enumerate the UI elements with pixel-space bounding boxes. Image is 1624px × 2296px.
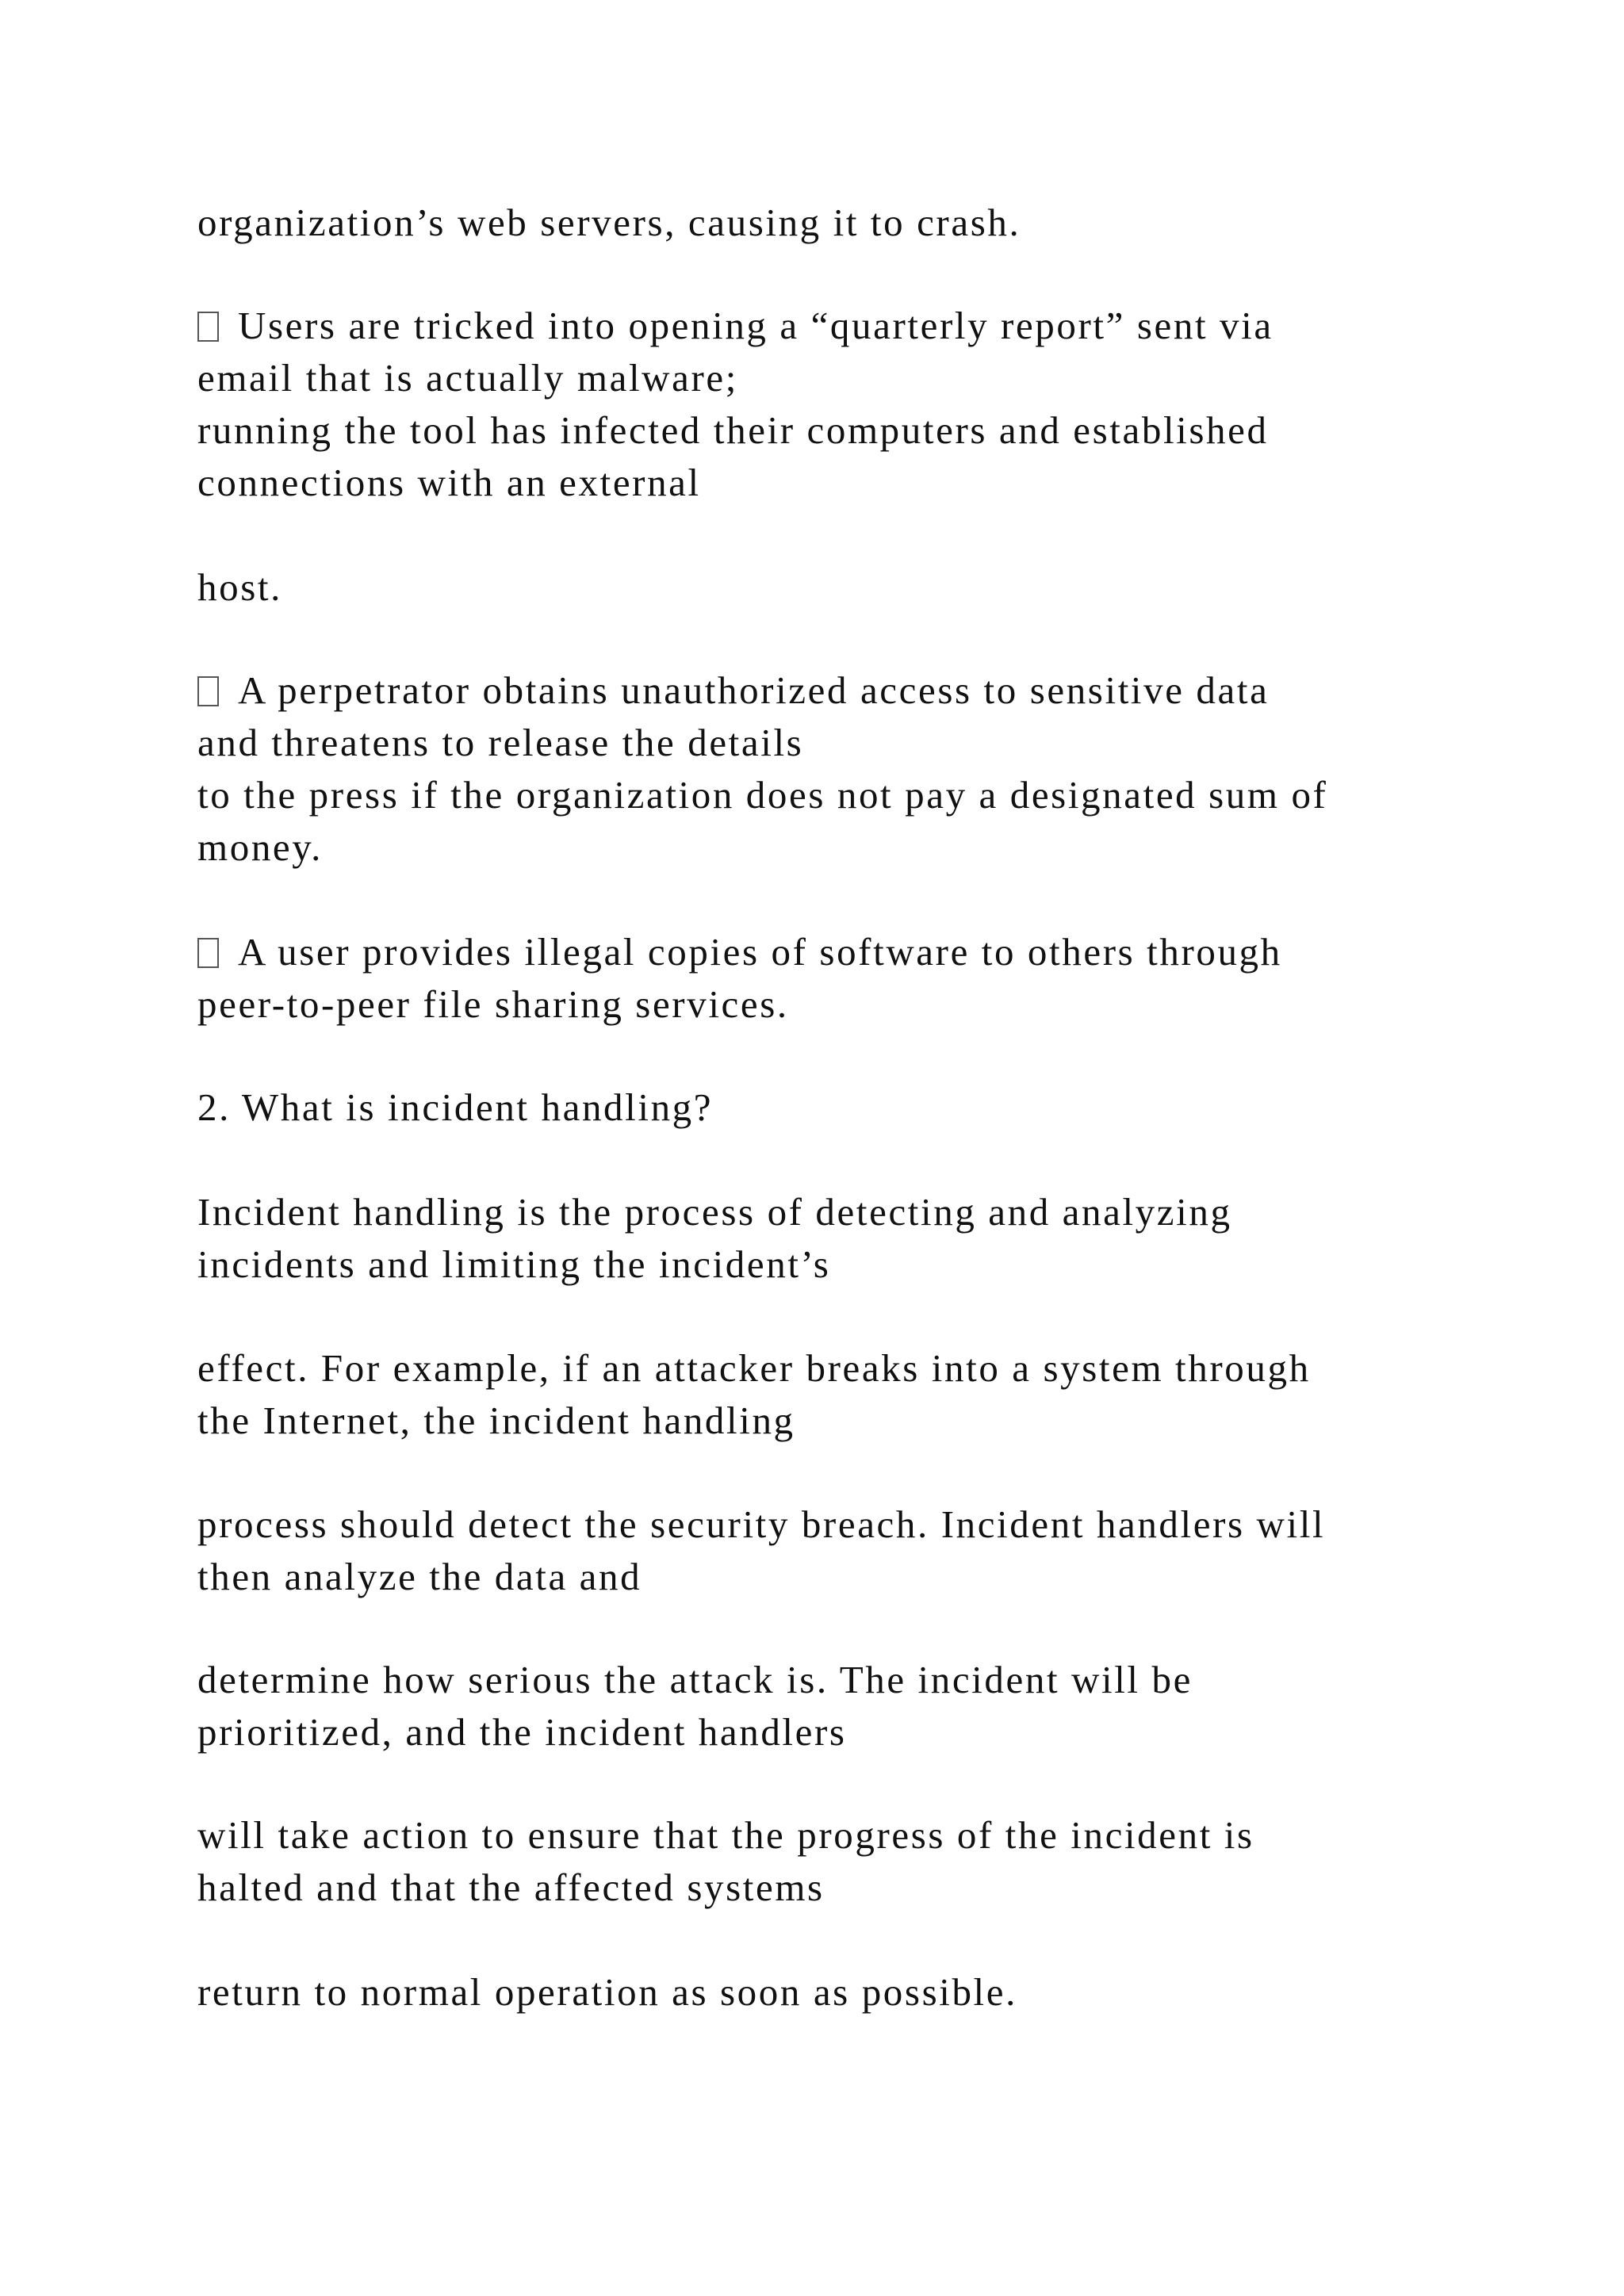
bullet-item-line — [197, 668, 1270, 712]
bullet-glyph-icon — [197, 938, 219, 968]
bullet-item-line — [197, 930, 1282, 974]
text-line: will take action to ensure that the progress of the incident is — [197, 1813, 1254, 1857]
text-line: money. — [197, 825, 324, 869]
text-line: host. — [197, 565, 282, 609]
bullet-glyph-icon — [197, 676, 219, 706]
text-line: Users are tricked into opening a “quarterly report” sent via — [238, 304, 1274, 347]
text-line: email that is actually malware; — [197, 356, 738, 400]
text-line: A user provides illegal copies of software to others through — [238, 930, 1282, 974]
text-line: halted and that the affected systems — [197, 1866, 825, 1909]
text-line: to the press if the organization does not pay a designated sum of — [197, 773, 1328, 817]
text-line: A perpetrator obtains unauthorized access to sensitive data — [238, 668, 1270, 712]
text-line: incidents and limiting the incident’s — [197, 1242, 831, 1286]
text-line: effect. For example, if an attacker breaks into a system through — [197, 1346, 1311, 1390]
text-line: connections with an external — [197, 461, 701, 504]
text-line: Incident handling is the process of detecting and analyzing — [197, 1190, 1232, 1234]
text-line: return to normal operation as soon as possible. — [197, 1970, 1017, 2014]
bullet-item-line — [197, 306, 1274, 345]
text-line: the Internet, the incident handling — [197, 1399, 795, 1442]
text-line: process should detect the security breach. Incident handlers will — [197, 1502, 1326, 1546]
bullet-glyph-icon — [197, 312, 219, 342]
text-line: then analyze the data and — [197, 1555, 642, 1598]
text-line: prioritized, and the incident handlers — [197, 1710, 847, 1754]
text-line: determine how serious the attack is. The incident will be — [197, 1658, 1193, 1701]
text-line: running the tool has infected their computers and established — [197, 408, 1269, 452]
text-line: and threatens to release the details — [197, 721, 804, 764]
text-line: peer-to-peer file sharing services. — [197, 982, 789, 1026]
section-heading: 2. What is incident handling? — [197, 1085, 714, 1129]
text-line: organization’s web servers, causing it to crash. — [197, 201, 1021, 244]
